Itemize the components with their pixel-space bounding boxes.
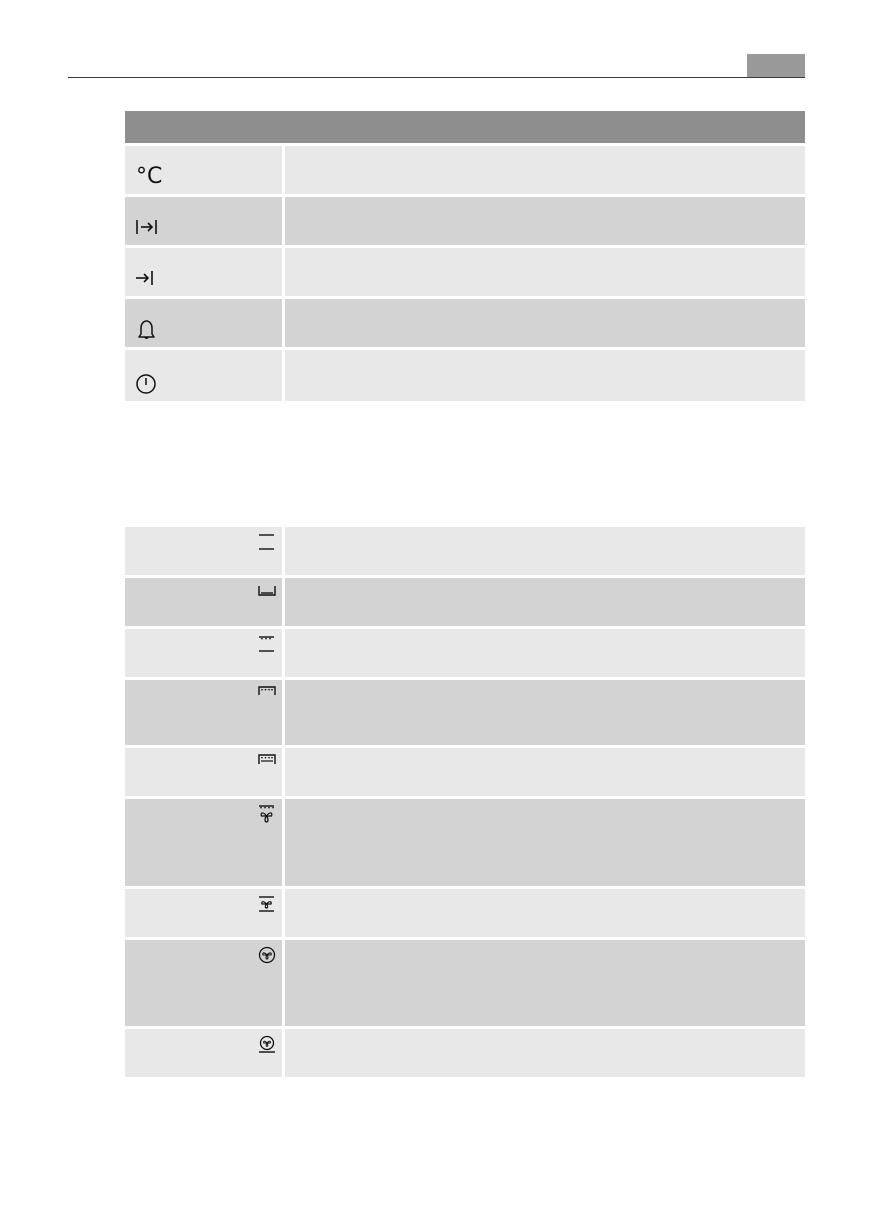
- table-row: [125, 889, 805, 937]
- duration-icon: [135, 215, 159, 239]
- symbol-cell: [125, 350, 282, 401]
- symbol-cell: [125, 299, 282, 347]
- clock-time-of-day-icon: [135, 371, 159, 395]
- description-cell: [285, 1029, 805, 1077]
- table-row: [125, 578, 805, 626]
- control-symbols-table: [125, 111, 805, 404]
- table-row: [125, 799, 805, 886]
- table-row: [125, 350, 805, 401]
- pizza-fan-bottom-heat-icon: [258, 1035, 276, 1053]
- temperature-celsius-icon: °C: [136, 164, 163, 189]
- dual-grill-icon: [258, 686, 276, 704]
- symbol-cell: [125, 940, 282, 1026]
- symbol-cell: [125, 578, 282, 626]
- table-row: [125, 248, 805, 296]
- turbo-grill-fan-icon: [258, 805, 276, 823]
- symbol-cell: [125, 527, 282, 575]
- description-cell: [285, 748, 805, 796]
- table-header-bar: [125, 111, 805, 143]
- description-cell: [285, 527, 805, 575]
- symbol-cell: [125, 748, 282, 796]
- page-marker-tab: [747, 54, 805, 77]
- symbol-cell: [125, 197, 282, 245]
- description-cell: [285, 629, 805, 677]
- symbol-cell: [125, 680, 282, 745]
- lower-upper-heat-icon: [258, 533, 276, 551]
- header-rule: [68, 77, 805, 78]
- table-row: [125, 1029, 805, 1077]
- table-row: [125, 299, 805, 347]
- table-row: [125, 527, 805, 575]
- table-row: [125, 146, 805, 194]
- description-cell: [285, 146, 805, 194]
- oven-functions-table: [125, 527, 805, 1080]
- fan-with-grill-icon: [258, 895, 276, 913]
- description-cell: [285, 889, 805, 937]
- bell-minute-minder-icon: [135, 317, 159, 341]
- symbol-cell: [125, 799, 282, 886]
- description-cell: [285, 299, 805, 347]
- symbol-cell: [125, 1029, 282, 1077]
- end-time-icon: [135, 266, 159, 290]
- symbol-cell: [125, 629, 282, 677]
- table-row: [125, 680, 805, 745]
- description-cell: [285, 248, 805, 296]
- symbol-cell: [125, 248, 282, 296]
- symbol-cell: [125, 889, 282, 937]
- hot-air-fan-icon: [258, 946, 276, 964]
- bottom-heat-icon: [258, 584, 276, 602]
- description-cell: [285, 680, 805, 745]
- description-cell: [285, 578, 805, 626]
- table-row: [125, 940, 805, 1026]
- table-row: [125, 197, 805, 245]
- grill-icon: [258, 635, 276, 653]
- symbol-cell: [125, 146, 282, 194]
- description-cell: [285, 940, 805, 1026]
- full-grill-icon: [258, 754, 276, 772]
- table-row: [125, 629, 805, 677]
- table-row: [125, 748, 805, 796]
- description-cell: [285, 350, 805, 401]
- description-cell: [285, 799, 805, 886]
- description-cell: [285, 197, 805, 245]
